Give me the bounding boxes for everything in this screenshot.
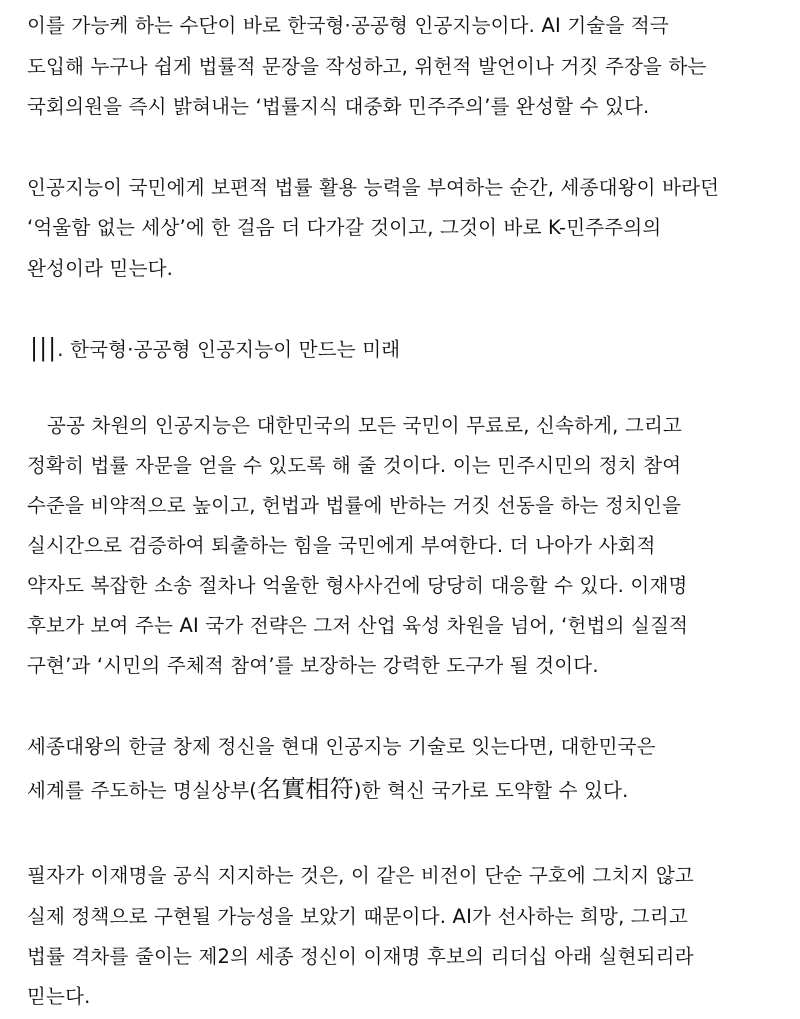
section-numeral: ||| (30, 334, 58, 362)
paragraph-2-line-1: 인공지능이 국민에게 보편적 법률 활용 능력을 부여하는 순간, 세종대왕이 바라던 (27, 176, 720, 199)
section-heading (30, 336, 400, 362)
paragraph-3-line-5: 약자도 복잡한 소송 절차나 억울한 형사사건에 당당히 대응할 수 있다. 이재명 (27, 574, 688, 597)
paragraph-4-line-2-after: )한 혁신 국가로 도약할 수 있다. (353, 779, 629, 802)
paragraph-2-line-2: ‘억울함 없는 세상’에 한 걸음 더 다가갈 것이고, 그것이 바로 K-민주주의의 (27, 216, 662, 239)
paragraph-3-line-6: 후보가 보여 주는 AI 국가 전략은 그저 산업 육성 차원을 넘어, ‘헌법의 실질적 (27, 614, 689, 637)
paragraph-5-line-4: 믿는다. (27, 985, 91, 1008)
paragraph-5-line-2: 실제 정책으로 구현될 가능성을 보았기 때문이다. AI가 선사하는 희망, 그리고 (27, 905, 688, 928)
paragraph-1-line-3: 국회의원을 즉시 밝혀내는 ‘법률지식 대중화 민주주의’를 완성할 수 있다. (27, 95, 650, 118)
paragraph-1-line-1: 이를 가능케 하는 수단이 바로 한국형·공공형 인공지능이다. AI 기술을 적극 (27, 14, 669, 37)
section-title: 한국형·공공형 인공지능이 만드는 미래 (70, 338, 401, 361)
paragraph-3-line-7: 구현’과 ‘시민의 주체적 참여’를 보장하는 강력한 도구가 될 것이다. (27, 654, 599, 677)
paragraph-4-line-1: 세종대왕의 한글 창제 정신을 현대 인공지능 기술로 잇는다면, 대한민국은 (27, 735, 656, 758)
hanja-phrase: 名實相符 (257, 775, 354, 803)
paragraph-4-line-2-before: 세계를 주도하는 명실상부( (27, 779, 258, 802)
paragraph-3-line-4: 실시간으로 검증하여 퇴출하는 힘을 국민에게 부여한다. 더 나아가 사회적 (27, 534, 656, 557)
paragraph-3-line-2: 정확히 법률 자문을 얻을 수 있도록 해 줄 것이다. 이는 민주시민의 정치 참여 (27, 454, 682, 477)
paragraph-3-line-3: 수준을 비약적으로 높이고, 헌법과 법률에 반하는 거짓 선동을 하는 정치인을 (27, 494, 682, 517)
paragraph-2-line-3: 완성이라 믿는다. (27, 257, 174, 280)
paragraph-3-line-1: 공공 차원의 인공지능은 대한민국의 모든 국민이 무료로, 신속하게, 그리고 (47, 414, 683, 437)
paragraph-5-line-3: 법률 격차를 줄이는 제2의 세종 정신이 이재명 후보의 리더십 아래 실현되리라 (27, 945, 694, 968)
paragraph-1-line-2: 도입해 누구나 쉽게 법률적 문장을 작성하고, 위헌적 발언이나 거짓 주장을 하는 (27, 55, 707, 78)
section-separator: . (57, 338, 64, 361)
paragraph-4-line-2 (27, 777, 628, 803)
paragraph-5-line-1: 필자가 이재명을 공식 지지하는 것은, 이 같은 비전이 단순 구호에 그치지 않고 (27, 864, 694, 887)
